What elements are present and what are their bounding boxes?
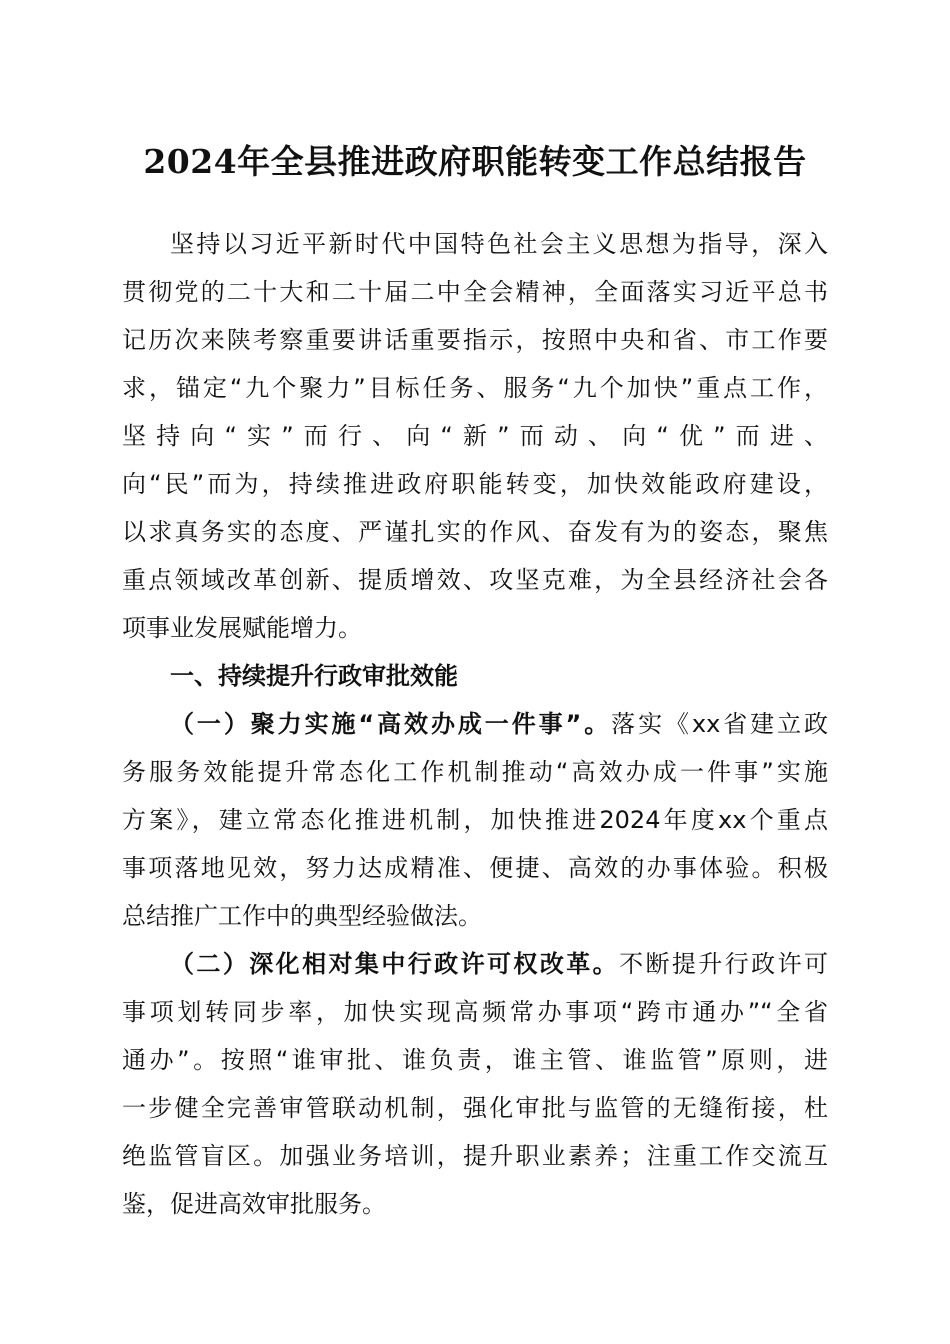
item2-line: 鉴，促进高效审批服务。: [122, 1190, 386, 1218]
item1-first-line: [170, 700, 828, 748]
document-title: 2024年全县推进政府职能转变工作总结报告: [143, 142, 807, 181]
intro-line: 求，锚定“九个聚力”目标任务、服务“九个加快”重点工作，: [122, 374, 828, 402]
item2-first-line: [170, 940, 828, 988]
item2-line: 绝监管盲区。加强业务培训，提升职业素养；注重工作交流互: [122, 1142, 828, 1170]
intro-line: 坚持向“实”而行、向“新”而动、向“优”而进、: [122, 422, 828, 450]
item2-first-rest: 不断提升行政许可: [619, 950, 829, 978]
intro-line: 向“民”而为，持续推进政府职能转变，加快效能政府建设，: [122, 470, 828, 498]
intro-line: 坚持以习近平新时代中国特色社会主义思想为指导，深入: [170, 230, 828, 258]
intro-line: 重点领域改革创新、提质增效、攻坚克难，为全县经济社会各: [122, 566, 828, 594]
item2-line: 通办”。按照“谁审批、谁负责，谁主管、谁监管”原则，进: [122, 1046, 828, 1074]
item1-lead: （一）聚力实施“高效办成一件事”。: [170, 710, 612, 738]
item1-line: 总结推广工作中的典型经验做法。: [122, 902, 482, 930]
item1-line: 事项落地见效，努力达成精准、便捷、高效的办事体验。积极: [122, 854, 828, 882]
item1-first-rest: 落实《xx省建立政: [611, 710, 829, 738]
item2-lead: （二）深化相对集中行政许可权改革。: [170, 950, 620, 978]
item2-line: 一步健全完善审管联动机制，强化审批与监管的无缝衔接，杜: [122, 1094, 828, 1122]
intro-line: 项事业发展赋能增力。: [122, 614, 362, 642]
item1-line: 方案》，建立常态化推进机制，加快推进2024年度xx个重点: [122, 806, 828, 834]
intro-line: 记历次来陕考察重要讲话重要指示，按照中央和省、市工作要: [122, 326, 828, 354]
item2-line: 事项划转同步率，加快实现高频常办事项“跨市通办”“全省: [122, 998, 828, 1026]
item1-line: 务服务效能提升常态化工作机制推动“高效办成一件事”实施: [122, 758, 828, 786]
intro-line: 以求真务实的态度、严谨扎实的作风、奋发有为的姿态，聚焦: [122, 518, 828, 546]
intro-line: 贯彻党的二十大和二十届二中全会精神，全面落实习近平总书: [122, 278, 828, 306]
section-heading: 一、持续提升行政审批效能: [170, 662, 458, 690]
